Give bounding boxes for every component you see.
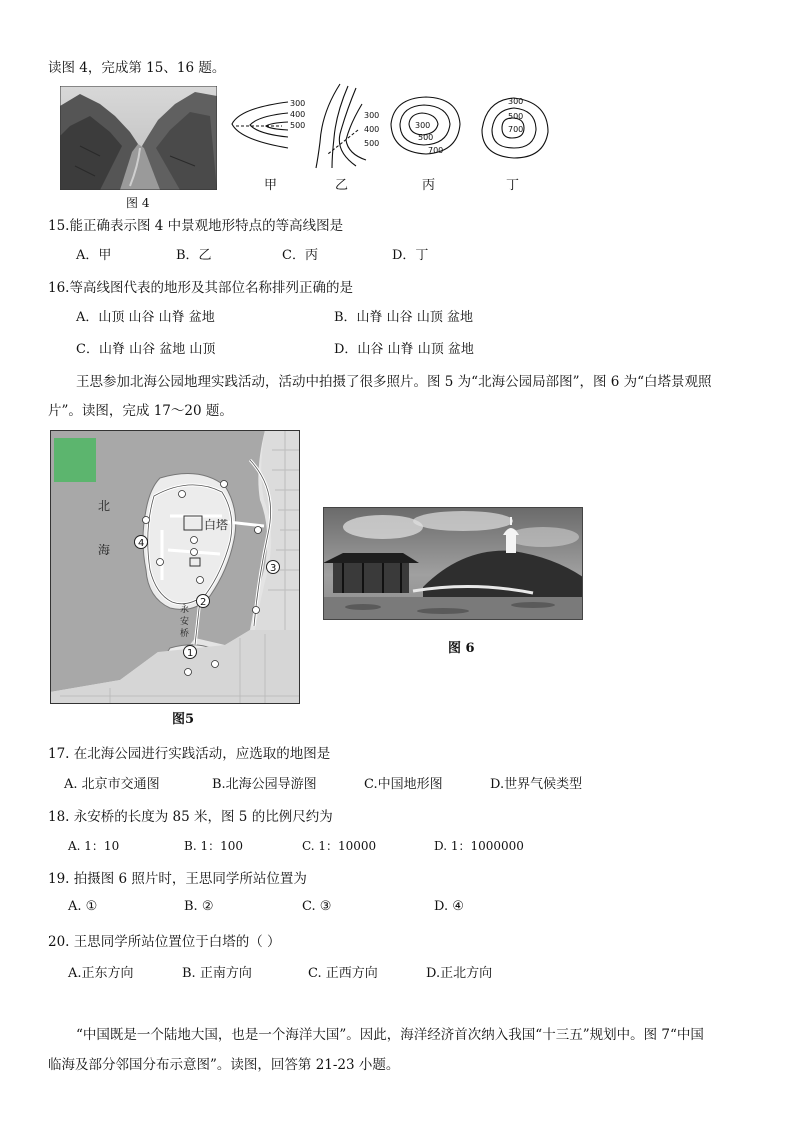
contour-label: 400	[364, 125, 380, 134]
beihai-park-map	[50, 430, 300, 704]
map-label-an: 安	[180, 617, 190, 627]
panel-label-yi: 乙	[335, 178, 349, 193]
q17-option-b: B.北海公园导游图	[212, 777, 317, 792]
contour-label: 300	[364, 111, 380, 120]
q18-option-a: A. 1：10	[68, 839, 120, 853]
q16-option-a: A．山顶 山谷 山脊 盆地	[76, 310, 215, 325]
intro-text: 临海及部分邻国分布示意图”。读图，回答第 21-23 小题。	[48, 1057, 400, 1073]
contour-label: 300	[290, 99, 306, 108]
q17-option-a: A. 北京市交通图	[64, 777, 160, 792]
map-label-yong: 永	[180, 605, 190, 615]
intro-text: 读图 4，完成第 15、16 题。	[48, 60, 226, 76]
contour-map-ding	[478, 92, 552, 162]
contour-map-jia	[230, 94, 320, 168]
intro-text: 王思参加北海公园地理实践活动，活动中拍摄了很多照片。图 5 为“北海公园局部图”，图 6 为“白塔景观照	[76, 374, 712, 390]
q19-option-a: A. ①	[68, 899, 98, 914]
q15-option-b: B．乙	[176, 248, 212, 263]
figure-6-caption: 图 6	[448, 641, 475, 656]
intro-text: 片”。读图，完成 17～20 题。	[48, 403, 233, 419]
map-label-qiao: 桥	[180, 629, 190, 639]
intro-text: “中国既是一个陆地大国，也是一个海洋大国”。因此，海洋经济首次纳入我国“十三五”规划中。图 7“中国	[76, 1027, 704, 1043]
q16-option-c: C．山脊 山谷 盆地 山顶	[76, 342, 216, 357]
question-19-stem: 19. 拍摄图 6 照片时，王思同学所站位置为	[48, 871, 307, 887]
q15-option-a: A．甲	[76, 248, 112, 263]
question-20-stem: 20. 王思同学所站位置位于白塔的（ ）	[48, 934, 281, 950]
q15-option-d: D．丁	[392, 248, 429, 263]
q19-option-c: C. ③	[302, 899, 332, 914]
question-18-stem: 18. 永安桥的长度为 85 米，图 5 的比例尺约为	[48, 809, 333, 825]
contour-map-bing	[388, 94, 464, 158]
map-label-bei: 北	[98, 499, 111, 513]
q20-option-c: C. 正西方向	[308, 966, 378, 981]
marker-3: 3	[270, 563, 277, 574]
marker-2: 2	[200, 597, 207, 608]
contour-label: 700	[428, 146, 444, 155]
white-pagoda-photo	[323, 507, 583, 620]
contour-label: 300	[508, 97, 524, 106]
contour-label: 500	[508, 112, 524, 121]
contour-label: 500	[290, 121, 306, 130]
question-17-stem: 17. 在北海公园进行实践活动，应选取的地图是	[48, 746, 331, 762]
q20-option-a: A.正东方向	[68, 966, 134, 981]
panel-label-jia: 甲	[264, 178, 278, 193]
contour-label: 500	[364, 139, 380, 148]
figure-4-caption: 图 4	[126, 196, 150, 210]
q16-option-d: D．山谷 山脊 山顶 盆地	[334, 342, 474, 357]
panel-label-ding: 丁	[506, 178, 520, 193]
q18-option-c: C. 1：10000	[302, 839, 377, 853]
question-15-stem: 15.能正确表示图 4 中景观地形特点的等高线图是	[48, 218, 344, 234]
contour-map-yi	[310, 82, 392, 172]
q19-option-d: D. ④	[434, 899, 464, 914]
q18-option-d: D. 1：1000000	[434, 839, 524, 853]
contour-label: 500	[418, 133, 434, 142]
marker-4: 4	[138, 538, 145, 549]
q18-option-b: B. 1：100	[184, 839, 243, 853]
map-green-area	[54, 438, 96, 482]
contour-label: 700	[508, 125, 524, 134]
contour-label: 400	[290, 110, 306, 119]
q17-option-d: D.世界气候类型	[490, 777, 583, 792]
q20-option-b: B. 正南方向	[182, 966, 252, 981]
q20-option-d: D.正北方向	[426, 966, 493, 981]
question-16-stem: 16.等高线图代表的地形及其部位名称排列正确的是	[48, 280, 353, 296]
q17-option-c: C.中国地形图	[364, 777, 443, 792]
valley-photo	[60, 86, 217, 190]
marker-1: 1	[187, 648, 194, 659]
figure-5-caption: 图5	[172, 712, 195, 727]
q16-option-b: B．山脊 山谷 山顶 盆地	[334, 310, 473, 325]
contour-label: 300	[415, 121, 431, 130]
q15-option-c: C．丙	[282, 248, 318, 263]
map-label-hai: 海	[98, 543, 111, 557]
map-label-baita: 白塔	[204, 518, 229, 532]
q19-option-b: B. ②	[184, 899, 214, 914]
panel-label-bing: 丙	[422, 178, 436, 193]
